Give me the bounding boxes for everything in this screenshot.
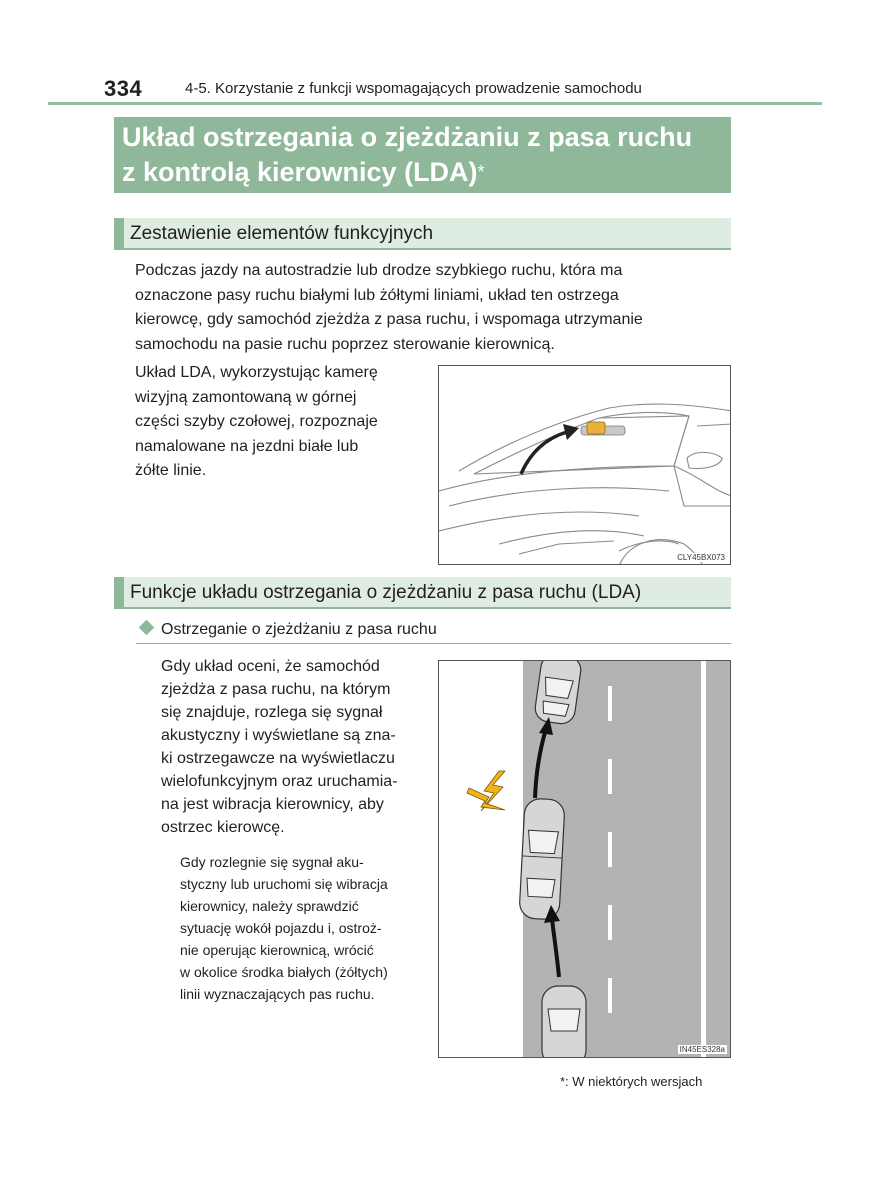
diamond-bullet-icon <box>139 620 155 636</box>
camera-location-figure <box>438 365 731 565</box>
lane-diagram <box>439 661 731 1058</box>
title-line-2 <box>122 155 723 190</box>
text-line: w okolice środka białych (żółtych) <box>180 964 388 980</box>
page-title <box>114 117 731 193</box>
road-edge-line <box>701 661 706 1058</box>
title-line-1: Układ ostrzegania o zjeżdżaniu z pasa ruchu <box>122 122 693 152</box>
text-line: Gdy rozlegnie się sygnał aku- <box>180 854 364 870</box>
text-line: zjeżdża z pasa ruchu, na którym <box>161 681 391 698</box>
lightning-warning-icon <box>467 771 505 811</box>
section-heading-functions: Funkcje układu ostrzegania o zjeżdżaniu z pasa ruchu (LDA) <box>114 577 731 609</box>
text-line: wielofunkcyjnym oraz uruchamia- <box>161 773 398 790</box>
figure-code: CLY45BX073 <box>677 553 725 562</box>
text-line: nie operując kierownicą, wrócić <box>180 942 374 958</box>
text-line: żółte linie. <box>135 462 207 479</box>
text-line: Gdy układ oceni, że samochód <box>161 658 380 675</box>
warning-paragraph <box>161 655 423 839</box>
page-number: 334 <box>104 76 143 101</box>
subheading-departure-warning <box>136 618 731 644</box>
text-line: styczny lub uruchomi się wibracja <box>180 876 388 892</box>
text-line: kierowcę, gdy samochód zjeżdża z pasa ruchu, i wspomaga utrzymanie <box>135 311 643 328</box>
figure-code: IN45ES328a <box>679 1045 725 1054</box>
title-asterisk: * <box>477 162 485 182</box>
subheading-text: Ostrzeganie o zjeżdżaniu z pasa ruchu <box>161 621 437 638</box>
text-line: części szyby czołowej, rozpoznaje <box>135 413 378 430</box>
overview-paragraph <box>135 259 731 357</box>
car-illustration <box>439 366 731 565</box>
text-line: ki ostrzegawcze na wyświetlaczu <box>161 750 395 767</box>
text-line: oznaczone pasy ruchu białymi lub żółtymi liniami, układ ten ostrzega <box>135 286 619 304</box>
text-line: wizyjną zamontowaną w górnej <box>135 388 357 406</box>
car-top-view <box>519 798 565 920</box>
text-line: Układ LDA, wykorzystując kamerę <box>135 364 378 381</box>
text-line: akustyczny i wyświetlane są zna- <box>161 727 396 744</box>
lane-departure-figure <box>438 660 731 1058</box>
text-line: się znajduje, rozlega się sygnał <box>161 704 383 721</box>
text-line: Podczas jazdy na autostradzie lub drodze szybkiego ruchu, która ma <box>135 262 623 279</box>
text-line: samochodu na pasie ruchu poprzez sterowanie kierownicą. <box>135 335 555 353</box>
chapter-title: 4-5. Korzystanie z funkcji wspomagających prowadzenie samochodu <box>185 80 642 97</box>
camera-paragraph <box>135 361 423 484</box>
note-paragraph <box>180 851 423 1005</box>
text-line: linii wyznaczających pas ruchu. <box>180 986 375 1002</box>
header-rule <box>48 102 822 105</box>
title-line-2-text: z kontrolą kierownicy (LDA) <box>122 157 478 187</box>
text-line: na jest wibracja kierownicy, aby <box>161 796 384 813</box>
text-line: kierownicy, należy sprawdzić <box>180 898 359 914</box>
text-line: ostrzec kierowcę. <box>161 819 285 836</box>
section-heading-overview: Zestawienie elementów funkcyjnych <box>114 218 731 250</box>
text-line: sytuację wokół pojazdu i, ostroż- <box>180 920 382 936</box>
text-line: namalowane na jezdni białe lub <box>135 437 359 455</box>
page-header <box>48 76 822 106</box>
footnote: *: W niektórych wersjach <box>560 1074 703 1089</box>
car-top-view <box>542 986 586 1058</box>
